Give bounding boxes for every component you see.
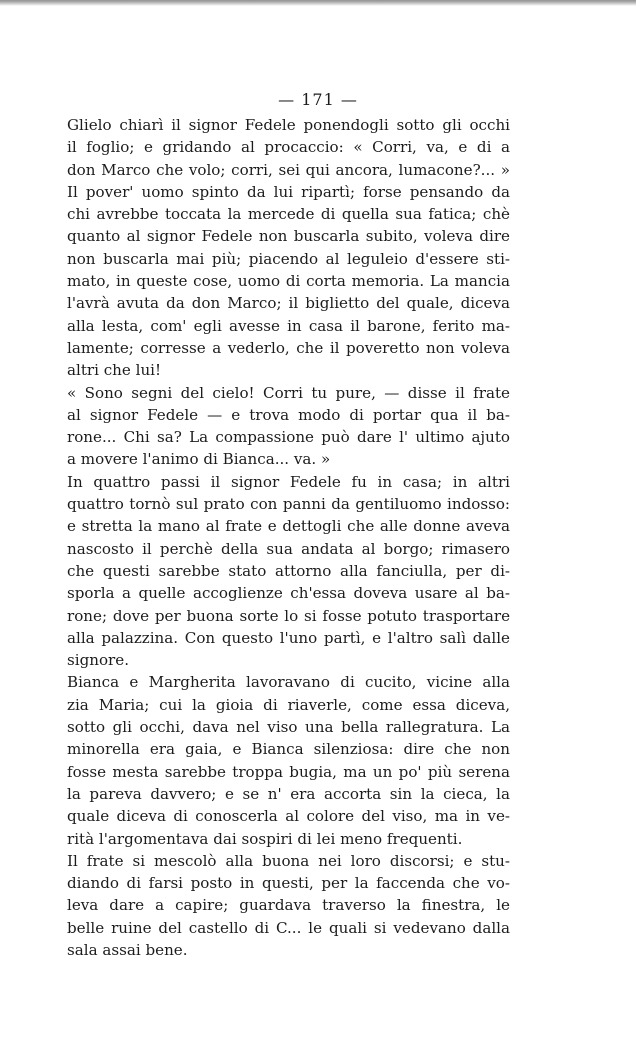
text-line: quale diceva di conoscerla al colore del viso, ma in ve- <box>67 807 510 826</box>
text-line: e stretta la mano al frate e dettogli che alle donne aveva <box>67 517 510 536</box>
text-line: alla lesta, com' egli avesse in casa il barone, ferito ma- <box>67 316 510 335</box>
text-line: Bianca e Margherita lavoravano di cucito, vicine alla <box>67 673 510 692</box>
text-line: quattro tornò sul prato con panni da gentiluomo indosso: <box>67 495 510 514</box>
text-line: minorella era gaia, e Bianca silenziosa: dire che non <box>67 740 510 759</box>
text-line: il foglio; e gridando al procaccio: « Corri, va, e di a <box>67 138 510 157</box>
page-top-edge-shadow <box>0 0 636 6</box>
paragraph-2 <box>48 382 510 471</box>
text-line: la pareva davvero; e se n' era accorta sin la cieca, la <box>67 784 510 803</box>
text-line: don Marco che volo; corri, sei qui ancora, lumacone?... » <box>67 160 510 179</box>
text-line: In quattro passi il signor Fedele fu in casa; in altri <box>67 472 510 491</box>
text-line: belle ruine del castello di C... le quali si vedevano dalla <box>67 918 510 937</box>
text-line: alla palazzina. Con questo l'uno partì, e l'altro salì dalle <box>67 628 510 647</box>
page-number: — 171 — <box>278 90 358 109</box>
text-line: mato, in queste cose, uomo di corta memoria. La mancia <box>67 272 510 291</box>
text-line: rone... Chi sa? La compassione può dare l' ultimo ajuto <box>67 428 510 447</box>
text-line: altri che lui! <box>67 361 162 380</box>
paragraph-5 <box>48 850 510 961</box>
text-line: chi avrebbe toccata la mercede di quella sua fatica; chè <box>67 205 510 224</box>
text-line: nascosto il perchè della sua andata al borgo; rimasero <box>67 539 510 558</box>
text-line: al signor Fedele — e trova modo di portar qua il ba- <box>67 405 510 424</box>
text-line: l'avrà avuta da don Marco; il biglietto del quale, diceva <box>67 294 510 313</box>
text-line: quanto al signor Fedele non buscarla subito, voleva dire <box>67 227 510 246</box>
text-line: lamente; corresse a vederlo, che il poveretto non voleva <box>67 338 510 357</box>
text-line: diando di farsi posto in questi, per la faccenda che vo- <box>67 874 510 893</box>
body-text <box>48 114 510 961</box>
text-line: sotto gli occhi, dava nel viso una bella rallegratura. La <box>67 718 510 737</box>
text-line: fosse mesta sarebbe troppa bugia, ma un po' più serena <box>67 762 510 781</box>
text-line: « Sono segni del cielo! Corri tu pure, — disse il frate <box>67 383 510 402</box>
text-line: Glielo chiarì il signor Fedele ponendogli sotto gli occhi <box>67 116 510 134</box>
text-line: signore. <box>67 651 129 670</box>
text-line: che questi sarebbe stato attorno alla fanciulla, per di- <box>67 561 510 580</box>
text-line: rità l'argomentava dai sospiri di lei meno frequenti. <box>67 829 463 848</box>
text-line: a movere l'animo di Bianca... va. » <box>67 450 331 469</box>
text-line: Il frate si mescolò alla buona nei loro discorsi; e stu- <box>67 851 510 870</box>
text-line: non buscarla mai più; piacendo al leguleio d'essere sti- <box>67 249 510 268</box>
text-line: Il pover' uomo spinto da lui ripartì; forse pensando da <box>67 182 510 201</box>
paragraph-3 <box>48 471 510 672</box>
paragraph-1 <box>48 114 510 382</box>
text-line: sala assai bene. <box>67 940 188 959</box>
text-line: sporla a quelle accoglienze ch'essa doveva usare al ba- <box>67 584 510 603</box>
text-line: rone; dove per buona sorte lo si fosse potuto trasportare <box>67 606 510 625</box>
paragraph-4 <box>48 671 510 849</box>
text-line: leva dare a capire; guardava traverso la finestra, le <box>67 896 510 915</box>
text-line: zia Maria; cui la gioia di riaverle, come essa diceva, <box>67 695 510 714</box>
